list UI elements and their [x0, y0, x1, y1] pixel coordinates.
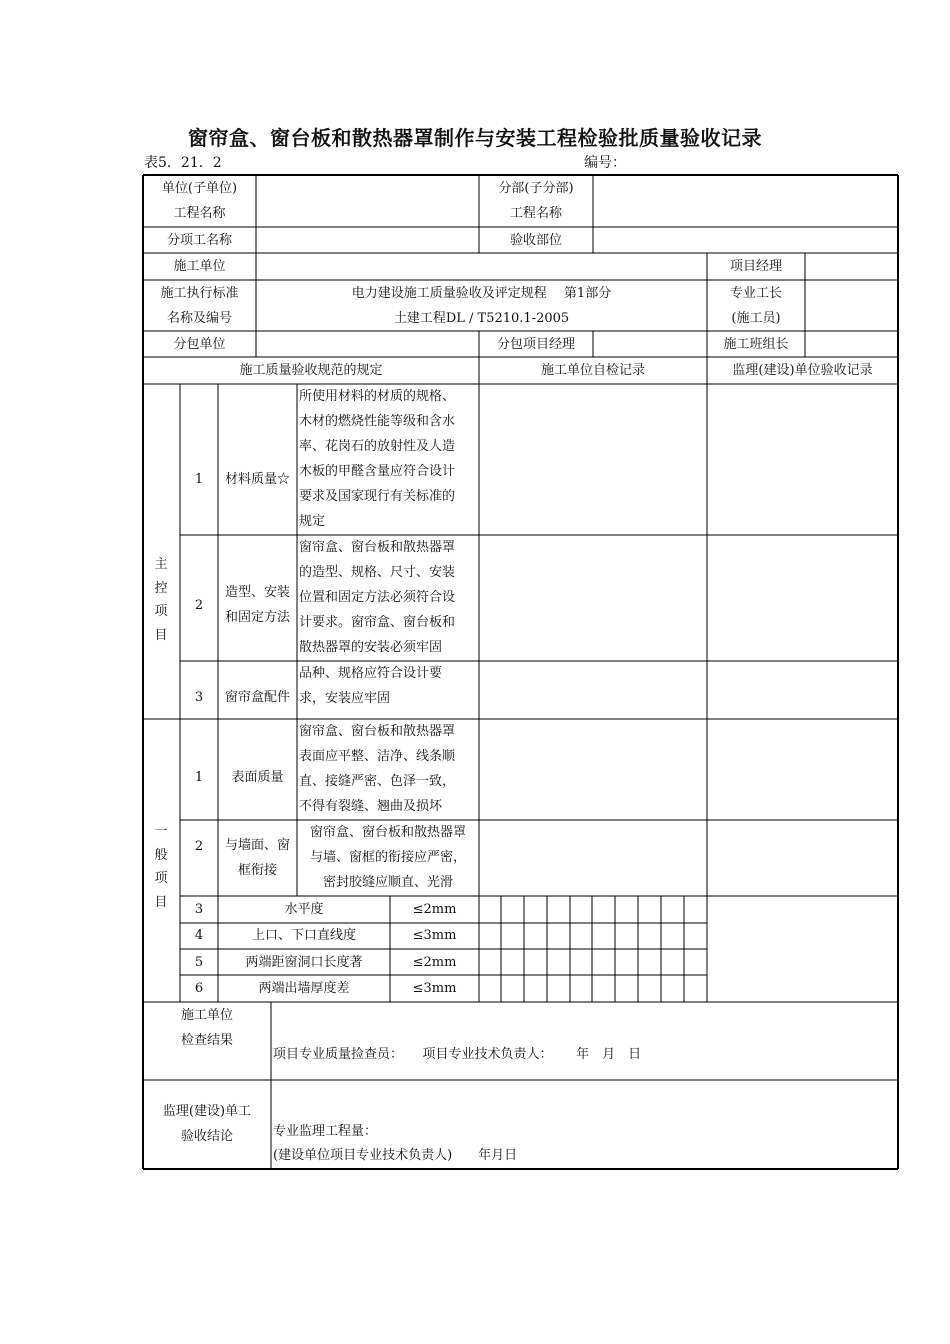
- construct-unit-label: 施工单位: [173, 259, 226, 274]
- tolerance-row-6-limit: ≤3mm: [412, 981, 457, 996]
- sub-pm-label: 分包项目经理: [496, 337, 575, 352]
- general-item-2-requirement: 窗帘盒、窗台板和散热器罩 与墙、窗框的衔接应严密， 密封胶缝应顺直、光滑: [309, 825, 466, 890]
- check-result-signature: 项目专业质量捡查员： 项目专业技术负责人： 年 月 日: [273, 1047, 642, 1062]
- standard-value-2: 土建工程DL / T5210.1-2005: [393, 311, 570, 326]
- page-title: 窗帘盒、窗台板和散热器罩制作与安装工程检验批质量验收记录: [188, 126, 762, 150]
- standard-value: 电力建设施工质量验收及评定规程 第1部分: [351, 286, 612, 301]
- general-item-1-no: 1: [194, 770, 204, 785]
- standard-label: 施工执行标准: [160, 286, 239, 301]
- item-name-label: 分项工名称: [166, 233, 232, 248]
- tolerance-row-5-limit: ≤2mm: [412, 955, 457, 970]
- team-leader-label: 施工班组长: [723, 337, 789, 352]
- tolerance-row-4-limit: ≤3mm: [412, 928, 457, 943]
- tolerance-row-4-no: 4: [194, 928, 204, 943]
- unit-name-label: 单位(子单位): [161, 181, 238, 196]
- column-supervisor: 监理(建设)单位验收记录: [732, 363, 873, 378]
- sub-division-label-2: 工程名称: [509, 206, 562, 221]
- code-number-label: 编号：: [584, 155, 626, 171]
- main-item-1-name: 材料质量☆: [224, 472, 290, 487]
- subcontract-label: 分包单位: [173, 337, 226, 352]
- project-manager-label: 项目经理: [729, 259, 782, 274]
- main-item-3-name: 窗帘盒配件: [224, 690, 290, 705]
- general-label: 一 般 项 目: [154, 824, 168, 910]
- main-item-2-requirement: 窗帘盒、窗台板和散热器罩 的造型、规格、尺寸、安装 位置和固定方法必须符合设 计要求。窗帘盒、窗台板和 散热器罩的安装必须牢固: [299, 540, 456, 655]
- main-item-3-no: 3: [194, 690, 204, 705]
- conclusion-line-1: 专业监理工程量：: [273, 1124, 378, 1139]
- standard-label-2: 名称及编号: [166, 311, 232, 326]
- foreman-label: 专业工长: [729, 286, 782, 301]
- conclusion-line-2: (建设单位项目专业技术负责人) 年月日: [273, 1148, 518, 1163]
- general-item-1-requirement: 窗帘盒、窗台板和散热器罩 表面应平整、洁净、线条顺 直、接缝严密、色泽一致， 不得有裂缝、翘曲及损坏: [299, 724, 456, 814]
- main-item-1-requirement: 所使用材料的材质的规格、 木材的燃烧性能等级和含水 率、花岗石的放射性及人造 木板的甲醛含量应符合设计 要求及国家现行有关标准的 规定: [299, 389, 456, 529]
- main-item-2-no: 2: [194, 598, 204, 613]
- sub-division-label: 分部(子分部): [498, 181, 574, 196]
- tolerance-row-3-limit: ≤2mm: [412, 902, 457, 917]
- accept-part-label: 验收部位: [509, 233, 562, 248]
- tolerance-row-3-no: 3: [194, 902, 204, 917]
- tolerance-row-4-name: 上口、下口直线度: [251, 928, 356, 943]
- general-item-2-name: 与墙面、窗 框衔接: [224, 838, 290, 878]
- foreman-label-2: (施工员): [731, 311, 781, 326]
- main-item-3-requirement: 品种、规格应符合设计要 求，安装应牢固: [299, 666, 443, 706]
- conclusion-label: 监理(建设)单工: [162, 1104, 252, 1119]
- unit-name-label-2: 工程名称: [173, 206, 226, 221]
- general-item-1-name: 表面质量: [231, 770, 284, 785]
- tolerance-row-6-name: 两端出墙厚度差: [258, 981, 350, 996]
- column-spec: 施工质量验收规范的规定: [239, 363, 383, 378]
- tolerance-row-5-no: 5: [194, 955, 204, 970]
- main-item-2-name: 造型、安装 和固定方法: [224, 585, 290, 625]
- check-result-label: 施工单位: [180, 1008, 233, 1023]
- table-number: 表5．21．2: [144, 155, 222, 171]
- main-item-1-no: 1: [194, 472, 204, 487]
- general-item-2-no: 2: [194, 839, 204, 854]
- conclusion-label-2: 验收结论: [180, 1129, 233, 1144]
- check-result-label-2: 检查结果: [180, 1033, 233, 1048]
- column-self-check: 施工单位自检记录: [540, 363, 645, 378]
- tolerance-row-3-name: 水平度: [284, 902, 324, 917]
- tolerance-row-5-name: 两端距窗洞口长度著: [245, 955, 363, 970]
- main-control-label: 主 控 项 目: [154, 557, 168, 643]
- tolerance-row-6-no: 6: [194, 981, 204, 996]
